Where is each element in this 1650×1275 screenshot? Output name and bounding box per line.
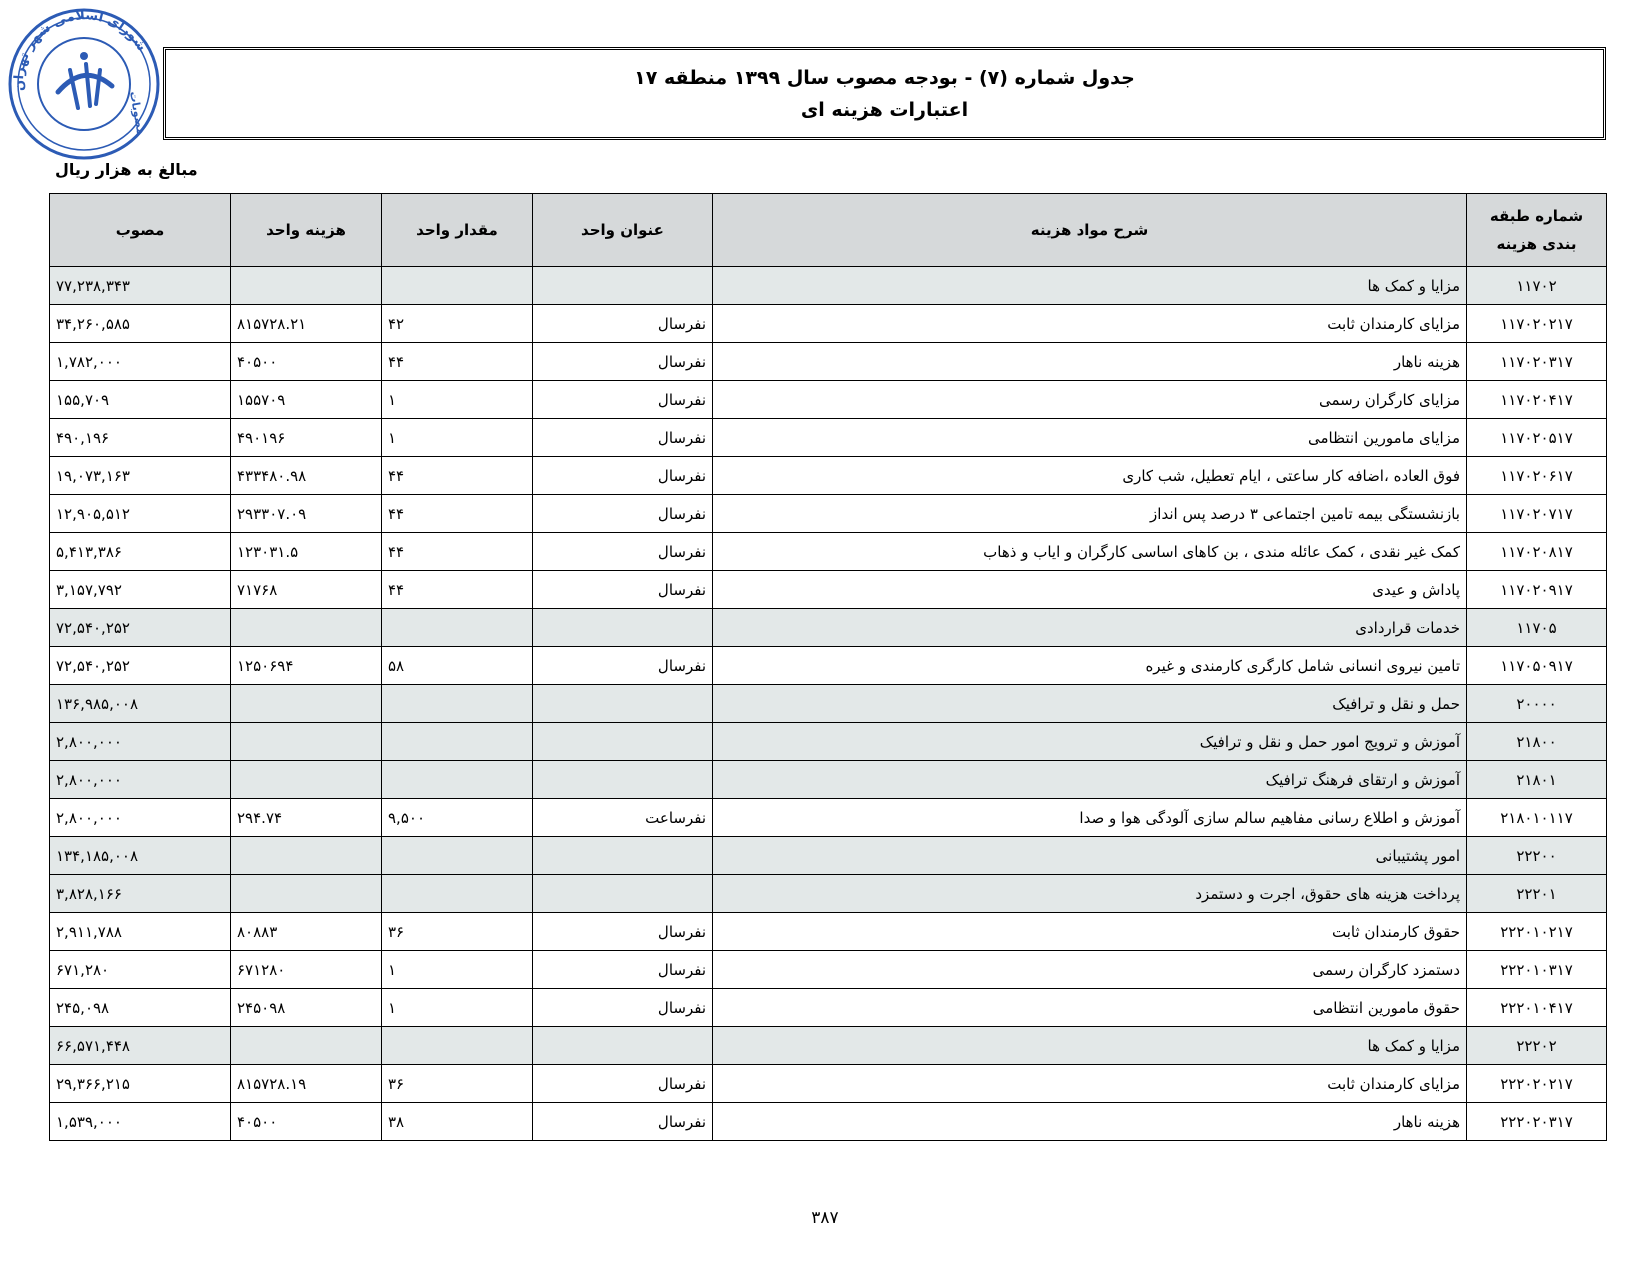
cell-approved-amount: ۳,۸۲۸,۱۶۶ bbox=[50, 875, 231, 913]
cell-unit-quantity: ۳۸ bbox=[382, 1103, 533, 1141]
cell-approved-amount: ۲,۸۰۰,۰۰۰ bbox=[50, 723, 231, 761]
cell-unit-cost bbox=[231, 723, 382, 761]
cell-description: آموزش و ترویج امور حمل و نقل و ترافیک bbox=[713, 723, 1467, 761]
cell-approved-amount: ۷۲,۵۴۰,۲۵۲ bbox=[50, 647, 231, 685]
cell-code: ۲۲۲۰۲ bbox=[1467, 1027, 1607, 1065]
cell-description: پرداخت هزینه های حقوق، اجرت و دستمزد bbox=[713, 875, 1467, 913]
cell-approved-amount: ۲,۹۱۱,۷۸۸ bbox=[50, 913, 231, 951]
cell-description: مزایای کارمندان ثابت bbox=[713, 1065, 1467, 1103]
cell-approved-amount: ۷۲,۵۴۰,۲۵۲ bbox=[50, 609, 231, 647]
cell-approved-amount: ۱۵۵,۷۰۹ bbox=[50, 381, 231, 419]
cell-unit-cost bbox=[231, 837, 382, 875]
cell-code: ۱۱۷۰۲۰۸۱۷ bbox=[1467, 533, 1607, 571]
cell-unit-cost: ۴۹۰۱۹۶ bbox=[231, 419, 382, 457]
cell-unit-quantity: ۳۶ bbox=[382, 1065, 533, 1103]
cell-code: ۱۱۷۰۲۰۹۱۷ bbox=[1467, 571, 1607, 609]
cell-unit-cost: ۶۷۱۲۸۰ bbox=[231, 951, 382, 989]
cell-approved-amount: ۴۹۰,۱۹۶ bbox=[50, 419, 231, 457]
cell-description: هزینه ناهار bbox=[713, 343, 1467, 381]
cell-code: ۲۲۲۰۱۰۲۱۷ bbox=[1467, 913, 1607, 951]
cell-description: حقوق مامورین انتظامی bbox=[713, 989, 1467, 1027]
cell-code: ۲۲۲۰۰ bbox=[1467, 837, 1607, 875]
cell-unit-quantity bbox=[382, 875, 533, 913]
cell-description: آموزش و ارتقای فرهنگ ترافیک bbox=[713, 761, 1467, 799]
cell-unit-quantity bbox=[382, 1027, 533, 1065]
table-group-row bbox=[50, 1027, 1607, 1065]
cell-unit-title bbox=[533, 761, 713, 799]
document-title: جدول شماره (۷) - بودجه مصوب سال ۱۳۹۹ منطقه ۱۷ bbox=[634, 66, 1135, 89]
cell-description: پاداش و عیدی bbox=[713, 571, 1467, 609]
cell-unit-title: نفرسال bbox=[533, 381, 713, 419]
cell-unit-title bbox=[533, 609, 713, 647]
cell-unit-cost bbox=[231, 267, 382, 305]
cell-approved-amount: ۷۷,۲۳۸,۳۴۳ bbox=[50, 267, 231, 305]
table-row bbox=[50, 419, 1607, 457]
table-row bbox=[50, 533, 1607, 571]
cell-approved-amount: ۲,۸۰۰,۰۰۰ bbox=[50, 799, 231, 837]
cell-description: آموزش و اطلاع رسانی مفاهیم سالم سازی آلودگی هوا و صدا bbox=[713, 799, 1467, 837]
cell-unit-cost bbox=[231, 1027, 382, 1065]
document-subtitle: اعتبارات هزینه ای bbox=[800, 98, 969, 121]
table-row bbox=[50, 305, 1607, 343]
cell-unit-title: نفرسال bbox=[533, 343, 713, 381]
cell-unit-title: نفرسال bbox=[533, 533, 713, 571]
cell-unit-quantity: ۳۶ bbox=[382, 913, 533, 951]
cell-unit-quantity: ۴۴ bbox=[382, 571, 533, 609]
table-row bbox=[50, 647, 1607, 685]
cell-unit-quantity: ۴۴ bbox=[382, 495, 533, 533]
cell-unit-quantity: ۱ bbox=[382, 989, 533, 1027]
cell-unit-cost: ۱۵۵۷۰۹ bbox=[231, 381, 382, 419]
cell-code: ۲۲۲۰۱۰۴۱۷ bbox=[1467, 989, 1607, 1027]
cell-unit-cost: ۷۱۷۶۸ bbox=[231, 571, 382, 609]
table-header-row bbox=[50, 194, 1607, 267]
cell-approved-amount: ۱,۷۸۲,۰۰۰ bbox=[50, 343, 231, 381]
cell-approved-amount: ۵,۴۱۳,۳۸۶ bbox=[50, 533, 231, 571]
table-row bbox=[50, 989, 1607, 1027]
cell-unit-quantity bbox=[382, 837, 533, 875]
cell-approved-amount: ۳۴,۲۶۰,۵۸۵ bbox=[50, 305, 231, 343]
cell-unit-title: نفرسال bbox=[533, 647, 713, 685]
table-group-row bbox=[50, 609, 1607, 647]
table-row bbox=[50, 951, 1607, 989]
cell-code: ۱۱۷۰۵ bbox=[1467, 609, 1607, 647]
cell-description: حقوق کارمندان ثابت bbox=[713, 913, 1467, 951]
cell-code: ۱۱۷۰۲۰۵۱۷ bbox=[1467, 419, 1607, 457]
cell-description: هزینه ناهار bbox=[713, 1103, 1467, 1141]
cell-approved-amount: ۲۴۵,۰۹۸ bbox=[50, 989, 231, 1027]
cell-unit-title: نفرساعت bbox=[533, 799, 713, 837]
cell-code: ۲۲۲۰۲۰۲۱۷ bbox=[1467, 1065, 1607, 1103]
header-approved-amount: مصوب bbox=[50, 194, 231, 267]
table-row bbox=[50, 457, 1607, 495]
cell-code: ۱۱۷۰۲۰۳۱۷ bbox=[1467, 343, 1607, 381]
cell-unit-title: نفرسال bbox=[533, 1065, 713, 1103]
cell-code: ۲۰۰۰۰ bbox=[1467, 685, 1607, 723]
cell-unit-cost: ۸۱۵۷۲۸.۱۹ bbox=[231, 1065, 382, 1103]
cell-description: کمک غیر نقدی ، کمک عائله مندی ، بن کاهای اساسی کارگران و ایاب و ذهاب bbox=[713, 533, 1467, 571]
table-group-row bbox=[50, 685, 1607, 723]
table-row bbox=[50, 381, 1607, 419]
cell-unit-title bbox=[533, 723, 713, 761]
cell-unit-title bbox=[533, 267, 713, 305]
table-row bbox=[50, 495, 1607, 533]
cell-description: بازنشستگی بیمه تامین اجتماعی ۳ درصد پس انداز bbox=[713, 495, 1467, 533]
cell-unit-quantity: ۹,۵۰۰ bbox=[382, 799, 533, 837]
cell-approved-amount: ۶۶,۵۷۱,۴۴۸ bbox=[50, 1027, 231, 1065]
cell-code: ۱۱۷۰۵۰۹۱۷ bbox=[1467, 647, 1607, 685]
cell-unit-cost: ۱۲۳۰۳۱.۵ bbox=[231, 533, 382, 571]
header-description: شرح مواد هزینه bbox=[713, 194, 1467, 267]
cell-approved-amount: ۲,۸۰۰,۰۰۰ bbox=[50, 761, 231, 799]
cell-description: مزایای کارمندان ثابت bbox=[713, 305, 1467, 343]
cell-code: ۱۱۷۰۲۰۷۱۷ bbox=[1467, 495, 1607, 533]
cell-code: ۲۲۲۰۱۰۳۱۷ bbox=[1467, 951, 1607, 989]
cell-code: ۲۲۲۰۲۰۳۱۷ bbox=[1467, 1103, 1607, 1141]
cell-description: امور پشتیبانی bbox=[713, 837, 1467, 875]
table-group-row bbox=[50, 875, 1607, 913]
svg-text:شورای اسلامی شهر تهران bbox=[12, 8, 149, 92]
title-box bbox=[163, 47, 1606, 140]
cell-unit-title: نفرسال bbox=[533, 913, 713, 951]
cell-approved-amount: ۲۹,۳۶۶,۲۱۵ bbox=[50, 1065, 231, 1103]
cell-unit-cost: ۸۰۸۸۳ bbox=[231, 913, 382, 951]
cell-unit-title: نفرسال bbox=[533, 951, 713, 989]
cell-unit-cost: ۱۲۵۰۶۹۴ bbox=[231, 647, 382, 685]
seal-icon bbox=[0, 0, 160, 160]
cell-code: ۲۱۸۰۱ bbox=[1467, 761, 1607, 799]
cell-approved-amount: ۶۷۱,۲۸۰ bbox=[50, 951, 231, 989]
cell-code: ۱۱۷۰۲۰۶۱۷ bbox=[1467, 457, 1607, 495]
header-code: شماره طبقه بندی هزینه bbox=[1467, 194, 1607, 267]
table-row bbox=[50, 343, 1607, 381]
cell-code: ۲۱۸۰۰ bbox=[1467, 723, 1607, 761]
cell-unit-title bbox=[533, 685, 713, 723]
cell-unit-cost bbox=[231, 609, 382, 647]
table-row bbox=[50, 799, 1607, 837]
cell-unit-cost bbox=[231, 761, 382, 799]
council-seal bbox=[0, 0, 160, 160]
cell-description: حمل و نقل و ترافیک bbox=[713, 685, 1467, 723]
table-row bbox=[50, 571, 1607, 609]
cell-code: ۱۱۷۰۲ bbox=[1467, 267, 1607, 305]
cell-approved-amount: ۱۳۴,۱۸۵,۰۰۸ bbox=[50, 837, 231, 875]
cell-unit-quantity: ۵۸ bbox=[382, 647, 533, 685]
cell-unit-quantity: ۴۲ bbox=[382, 305, 533, 343]
cell-approved-amount: ۱۹,۰۷۳,۱۶۳ bbox=[50, 457, 231, 495]
cell-unit-title bbox=[533, 1027, 713, 1065]
cell-unit-quantity bbox=[382, 761, 533, 799]
cell-code: ۲۲۲۰۱ bbox=[1467, 875, 1607, 913]
cell-approved-amount: ۱۲,۹۰۵,۵۱۲ bbox=[50, 495, 231, 533]
cell-description: خدمات قراردادی bbox=[713, 609, 1467, 647]
cell-unit-quantity bbox=[382, 723, 533, 761]
cell-unit-title: نفرسال bbox=[533, 571, 713, 609]
cell-description: مزایا و کمک ها bbox=[713, 267, 1467, 305]
cell-unit-cost: ۴۳۳۴۸۰.۹۸ bbox=[231, 457, 382, 495]
cell-description: تامین نیروی انسانی شامل کارگری کارمندی و غیره bbox=[713, 647, 1467, 685]
cell-code: ۱۱۷۰۲۰۴۱۷ bbox=[1467, 381, 1607, 419]
cell-unit-quantity: ۴۴ bbox=[382, 457, 533, 495]
cell-unit-title: نفرسال bbox=[533, 305, 713, 343]
table-group-row bbox=[50, 837, 1607, 875]
page-number: ۳۸۷ bbox=[811, 1208, 839, 1228]
cell-code: ۱۱۷۰۲۰۲۱۷ bbox=[1467, 305, 1607, 343]
cell-unit-quantity: ۴۴ bbox=[382, 533, 533, 571]
cell-unit-cost: ۲۴۵۰۹۸ bbox=[231, 989, 382, 1027]
cell-unit-quantity: ۱ bbox=[382, 419, 533, 457]
cell-unit-quantity: ۱ bbox=[382, 951, 533, 989]
cell-description: مزایای مامورین انتظامی bbox=[713, 419, 1467, 457]
table-group-row bbox=[50, 761, 1607, 799]
cell-unit-cost: ۴۰۵۰۰ bbox=[231, 1103, 382, 1141]
header-unit-title: عنوان واحد bbox=[533, 194, 713, 267]
table-row bbox=[50, 1103, 1607, 1141]
cell-approved-amount: ۱,۵۳۹,۰۰۰ bbox=[50, 1103, 231, 1141]
table-group-row bbox=[50, 723, 1607, 761]
header-unit-cost: هزینه واحد bbox=[231, 194, 382, 267]
cell-description: مزایای کارگران رسمی bbox=[713, 381, 1467, 419]
cell-unit-quantity bbox=[382, 685, 533, 723]
cell-unit-quantity bbox=[382, 267, 533, 305]
cell-code: ۲۱۸۰۱۰۱۱۷ bbox=[1467, 799, 1607, 837]
cell-approved-amount: ۱۳۶,۹۸۵,۰۰۸ bbox=[50, 685, 231, 723]
cell-unit-title bbox=[533, 875, 713, 913]
header-unit-quantity: مقدار واحد bbox=[382, 194, 533, 267]
cell-unit-cost: ۸۱۵۷۲۸.۲۱ bbox=[231, 305, 382, 343]
cell-unit-title: نفرسال bbox=[533, 989, 713, 1027]
cell-description: دستمزد کارگران رسمی bbox=[713, 951, 1467, 989]
table-group-row bbox=[50, 267, 1607, 305]
cell-unit-title: نفرسال bbox=[533, 457, 713, 495]
cell-unit-cost: ۲۹۳۳۰۷.۰۹ bbox=[231, 495, 382, 533]
cell-description: فوق العاده ،اضافه کار ساعتی ، ایام تعطیل، شب کاری bbox=[713, 457, 1467, 495]
seal-inner-text: مصوبات bbox=[127, 90, 148, 136]
seal-arc-text: شورای اسلامی شهر تهران bbox=[11, 8, 150, 92]
budget-table bbox=[49, 193, 1607, 1141]
cell-unit-cost: ۴۰۵۰۰ bbox=[231, 343, 382, 381]
cell-approved-amount: ۳,۱۵۷,۷۹۲ bbox=[50, 571, 231, 609]
table-row bbox=[50, 913, 1607, 951]
cell-unit-title: نفرسال bbox=[533, 495, 713, 533]
table-row bbox=[50, 1065, 1607, 1103]
cell-unit-quantity bbox=[382, 609, 533, 647]
cell-unit-title: نفرسال bbox=[533, 419, 713, 457]
cell-unit-title bbox=[533, 837, 713, 875]
cell-unit-cost bbox=[231, 875, 382, 913]
table-body bbox=[50, 267, 1607, 1141]
cell-unit-cost: ۲۹۴.۷۴ bbox=[231, 799, 382, 837]
amount-unit-note: مبالغ به هزار ریال bbox=[55, 160, 198, 179]
cell-unit-quantity: ۴۴ bbox=[382, 343, 533, 381]
cell-unit-cost bbox=[231, 685, 382, 723]
cell-unit-quantity: ۱ bbox=[382, 381, 533, 419]
cell-unit-title: نفرسال bbox=[533, 1103, 713, 1141]
cell-description: مزایا و کمک ها bbox=[713, 1027, 1467, 1065]
